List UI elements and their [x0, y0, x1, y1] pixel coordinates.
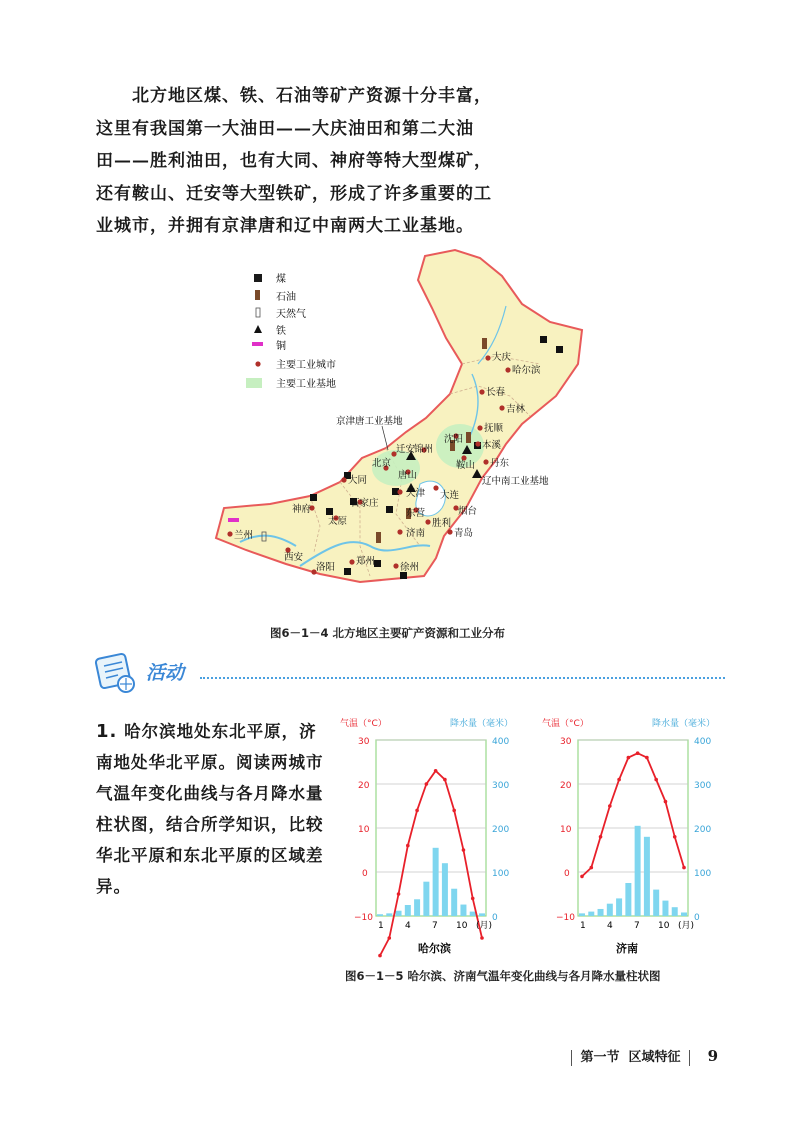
climate-chart-jinan: [540, 714, 715, 964]
temp-point: [378, 954, 382, 958]
city-benxi: 本溪: [482, 440, 502, 451]
city-qingdao: 青岛: [454, 528, 474, 539]
p-tick: 100: [694, 869, 712, 879]
city-yantai: 烟台: [458, 506, 478, 517]
precip-bar: [662, 901, 668, 916]
city-shenfu: 神府: [292, 504, 312, 515]
temp-point: [387, 936, 391, 940]
climate-chart-harbin: [338, 714, 513, 964]
city-shijiazhuang: 石家庄: [350, 498, 379, 509]
page-footer: [563, 1046, 718, 1066]
p-tick: 400: [492, 737, 510, 747]
legend-gas: 天然气: [276, 309, 306, 320]
temp-point: [480, 936, 484, 940]
city-zhengzhou: 郑州: [356, 556, 376, 567]
city-fushun: 抚顺: [484, 423, 504, 434]
temp-point: [452, 809, 456, 813]
temp-point: [645, 756, 649, 760]
temp-curve: [580, 751, 686, 878]
city-taiyuan: 太原: [328, 516, 348, 527]
x-unit: (月): [678, 921, 695, 931]
chart-title: 济南: [616, 942, 638, 955]
city-xuzhou: 徐州: [400, 562, 420, 573]
p-tick: 0: [492, 913, 498, 923]
activity-title: 活动: [146, 662, 185, 684]
map-legend: [246, 272, 336, 390]
precip-bar: [396, 911, 402, 916]
t-tick: 30: [358, 737, 370, 747]
temp-point: [608, 804, 612, 808]
temp-point: [673, 835, 677, 839]
legend-coal: 煤: [276, 274, 286, 285]
precip-bar: [681, 912, 687, 916]
t-axis-label: 气温（°C）: [340, 719, 387, 729]
x-tick: 1: [580, 921, 586, 931]
city-dalian: 大连: [440, 490, 460, 501]
city-luoyang: 洛阳: [316, 562, 336, 573]
page-number: 9: [707, 1047, 718, 1065]
precip-bar: [442, 863, 448, 916]
intro-line: 田——胜利油田，也有大同、神府等特大型煤矿，: [96, 151, 492, 171]
activity-icon: [92, 650, 138, 696]
city-daqing: 大庆: [492, 352, 512, 363]
city-jinan: 济南: [406, 528, 426, 539]
temp-point: [627, 756, 631, 760]
temp-point: [580, 875, 584, 879]
precip-bar: [451, 889, 457, 916]
label-base-lzn: 辽中南工业基地: [482, 476, 549, 487]
temp-point: [589, 866, 593, 870]
activity-banner: [92, 650, 732, 696]
copper-symbols: [228, 518, 239, 522]
city-anshan: 鞍山: [456, 460, 476, 471]
t-tick: 20: [560, 781, 572, 791]
footer-section: 第一节: [580, 1050, 620, 1065]
legend-base: 主要工业基地: [276, 379, 336, 390]
city-shenyang: 沈阳: [444, 434, 464, 445]
p-tick: 200: [694, 825, 712, 835]
t-tick-labels: [556, 737, 575, 923]
x-tick: 10: [456, 921, 468, 931]
city-xian: 西安: [284, 552, 304, 563]
precip-bar: [386, 913, 392, 916]
chart-title: 哈尔滨: [418, 942, 451, 955]
precip-bar: [653, 890, 659, 916]
label-base-jjt: 京津唐工业基地: [336, 416, 403, 427]
temp-point: [617, 778, 621, 782]
city-shengli: 胜利: [432, 518, 452, 529]
x-tick-labels: [580, 920, 694, 931]
precip-bar: [423, 882, 429, 916]
precip-bar: [625, 883, 631, 916]
intro-line: 业城市，并拥有京津唐和辽中南两大工业基地。: [96, 216, 474, 236]
grid-lines: [578, 740, 688, 872]
precip-bar: [405, 905, 411, 916]
intro-paragraph: [96, 80, 506, 243]
precip-bar: [460, 905, 466, 916]
intro-line: 还有鞍山、迁安等大型铁矿，形成了许多重要的工: [96, 183, 492, 204]
question-number: 1.: [96, 721, 118, 742]
precip-bar: [433, 848, 439, 916]
temp-point: [434, 769, 438, 773]
activity-divider: [200, 677, 725, 679]
t-tick: 30: [560, 737, 572, 747]
precip-bar: [479, 913, 485, 916]
x-tick: 1: [378, 921, 384, 931]
footer-title: 区域特征: [628, 1050, 681, 1065]
temp-point: [406, 844, 410, 848]
city-jilin: 吉林: [506, 404, 526, 415]
legend-oil: 石油: [276, 292, 296, 303]
city-dandong: 丹东: [490, 458, 510, 469]
p-tick-labels: [492, 737, 509, 923]
x-tick: 10: [658, 921, 670, 931]
precip-bars: [579, 826, 687, 916]
precip-bar: [672, 907, 678, 916]
x-tick: 4: [607, 921, 613, 931]
p-tick: 400: [694, 737, 712, 747]
precip-bar: [635, 826, 641, 916]
precip-bar: [470, 912, 476, 916]
p-tick: 100: [492, 869, 510, 879]
intro-line: 北方地区煤、铁、石油等矿产资源十分丰富，: [132, 86, 492, 106]
temp-point: [425, 782, 429, 786]
legend-iron: 铁: [276, 326, 286, 337]
city-tangshan: 唐山: [398, 470, 418, 481]
t-tick: −10: [354, 913, 373, 923]
temp-point: [636, 751, 640, 755]
figure-6-1-4-caption: 图6－1－4 北方地区主要矿产资源和工业分布: [270, 626, 506, 640]
activity-question: [96, 716, 328, 902]
intro-line: 这里有我国第一大油田——大庆油田和第二大油: [96, 118, 474, 139]
temp-point: [397, 892, 401, 896]
temp-point: [415, 809, 419, 813]
footer-divider: [689, 1050, 690, 1066]
precip-bar: [377, 914, 383, 916]
p-tick: 300: [694, 781, 712, 791]
t-tick: 0: [564, 869, 570, 879]
temp-point: [654, 778, 658, 782]
city-dongying: 东营: [406, 508, 426, 519]
city-tianjin: 天津: [406, 488, 426, 499]
city-qianan: 迁安: [396, 444, 416, 455]
t-tick: 10: [358, 825, 370, 835]
p-tick: 200: [492, 825, 510, 835]
precip-bar: [588, 912, 594, 916]
precip-bar: [414, 899, 420, 916]
x-tick-labels: [378, 920, 492, 931]
temp-line: [582, 753, 684, 876]
figure-6-1-5-caption: 图6－1－5 哈尔滨、济南气温年变化曲线与各月降水量柱状图: [345, 969, 661, 983]
p-tick: 0: [694, 913, 700, 923]
p-axis-label: 降水量（毫米）: [652, 719, 715, 729]
legend-copper: 铜: [276, 341, 286, 352]
city-harbin: 哈尔滨: [512, 365, 541, 376]
city-datong: 大同: [348, 475, 368, 486]
temp-point: [664, 800, 668, 804]
legend-city: 主要工业城市: [276, 360, 336, 371]
precip-bar: [644, 837, 650, 916]
t-tick: −10: [556, 913, 575, 923]
temp-point: [471, 897, 475, 901]
t-tick-labels: [354, 737, 373, 923]
x-tick: 4: [405, 921, 411, 931]
t-tick: 0: [362, 869, 368, 879]
t-tick: 10: [560, 825, 572, 835]
precip-bar: [579, 913, 585, 916]
city-beijing: 北京: [372, 458, 392, 469]
footer-divider: [571, 1050, 572, 1066]
city-changchun: 长春: [486, 387, 506, 398]
temp-point: [443, 778, 447, 782]
p-tick-labels: [694, 737, 711, 923]
temp-point: [599, 835, 603, 839]
precip-bar: [598, 909, 604, 916]
p-tick: 300: [492, 781, 510, 791]
t-axis-label: 气温（°C）: [542, 719, 589, 729]
city-lanzhou: 兰州: [234, 530, 254, 541]
question-text: 哈尔滨地处东北平原，济南地处华北平原。阅读两城市气温年变化曲线与各月降水量柱状图，结合所学知识，比较华北平原和东北平原的区域差异。: [96, 722, 324, 896]
grid-lines: [376, 740, 486, 872]
x-unit: (月): [476, 921, 493, 931]
temp-point: [682, 866, 686, 870]
precip-bar: [616, 898, 622, 916]
x-tick: 7: [432, 921, 438, 931]
temp-point: [462, 848, 466, 852]
p-axis-label: 降水量（毫米）: [450, 719, 513, 729]
precip-bar: [607, 904, 613, 916]
temp-curve: [378, 769, 484, 957]
resource-map: [210, 246, 610, 616]
x-tick: 7: [634, 921, 640, 931]
t-tick: 20: [358, 781, 370, 791]
city-jinzhou: 锦州: [414, 444, 434, 455]
